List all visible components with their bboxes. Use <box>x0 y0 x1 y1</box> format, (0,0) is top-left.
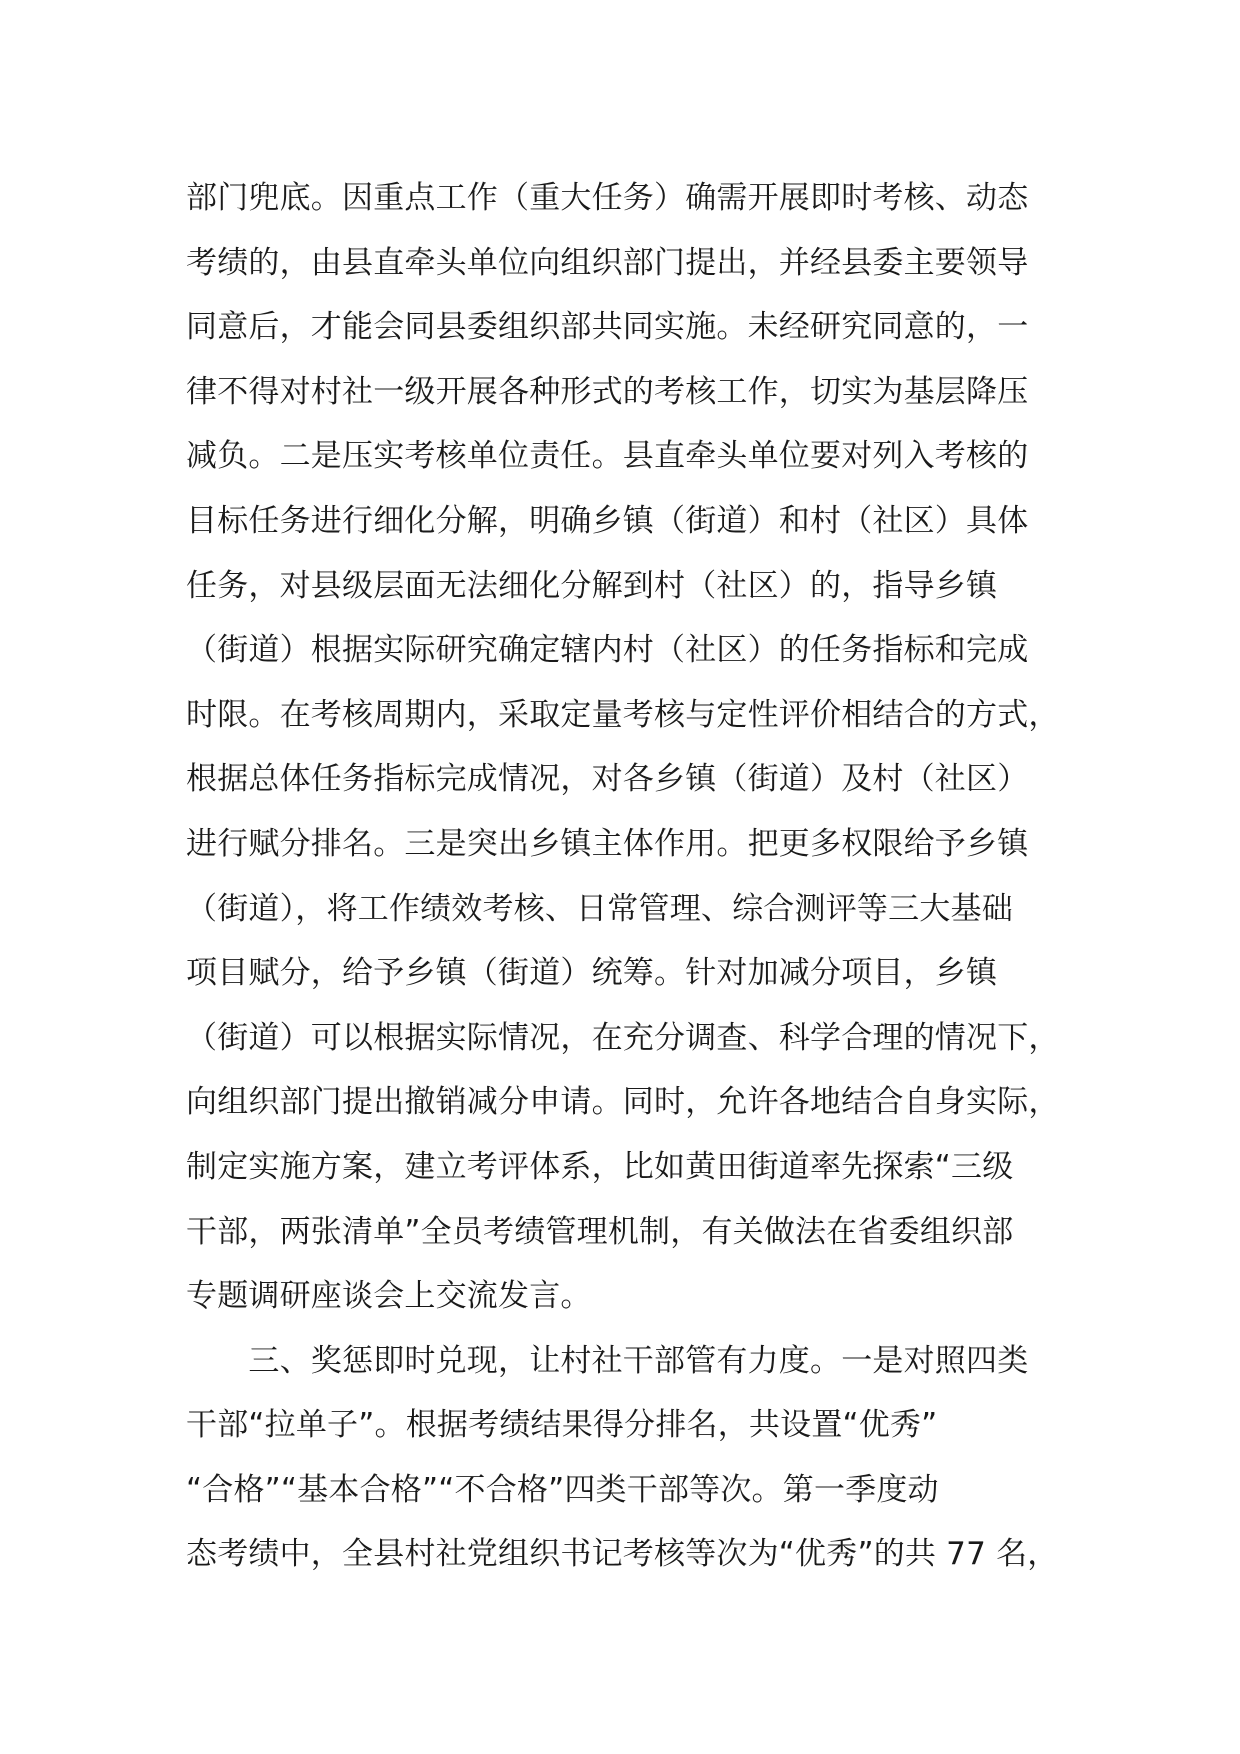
text-line: 项目赋分，给予乡镇（街道）统筹。针对加减分项目，乡镇 <box>186 955 998 992</box>
text-line: 任务，对县级层面无法细化分解到村（社区）的，指导乡镇 <box>186 567 998 604</box>
text-line: 目标任务进行细化分解，明确乡镇（街道）和村（社区）具体 <box>186 502 1029 539</box>
text-line: 减负。二是压实考核单位责任。县直牵头单位要对列入考核的 <box>186 438 1029 475</box>
text-line: 专题调研座谈会上交流发言。 <box>186 1278 592 1315</box>
text-line: 干部，两张清单”全员考绩管理机制，有关做法在省委组织部 <box>186 1213 1014 1250</box>
text-line: （街道），将工作绩效考核、日常管理、综合测评等三大基础 <box>186 890 1013 927</box>
text-line: 考绩的，由县直牵头单位向组织部门提出，并经县委主要领导 <box>186 244 1029 281</box>
text-line: 根据总体任务指标完成情况，对各乡镇（街道）及村（社区） <box>186 761 1029 798</box>
text-line: 态考绩中，全县村社党组织书记考核等次为“优秀”的共 77 名， <box>186 1536 1059 1573</box>
text-line: 制定实施方案，建立考评体系，比如黄田街道率先探索“三级 <box>186 1148 1014 1185</box>
section-heading-line: 三、奖惩即时兑现，让村社干部管有力度。一是对照四类 <box>186 1342 1029 1379</box>
text-line: 时限。在考核周期内，采取定量考核与定性评价相结合的方式， <box>186 696 1060 733</box>
text-line: 同意后，才能会同县委组织部共同实施。未经研究同意的，一 <box>186 309 1029 346</box>
text-line: 进行赋分排名。三是突出乡镇主体作用。把更多权限给予乡镇 <box>186 825 1029 862</box>
text-line: 向组织部门提出撤销减分申请。同时，允许各地结合自身实际， <box>186 1084 1060 1121</box>
text-line: 部门兜底。因重点工作（重大任务）确需开展即时考核、动态 <box>186 180 1029 216</box>
text-line: （街道）可以根据实际情况，在充分调查、科学合理的情况下， <box>186 1019 1060 1056</box>
text-line: （街道）根据实际研究确定辖内村（社区）的任务指标和完成 <box>186 632 1029 669</box>
body-text <box>186 166 1086 1587</box>
text-line: 干部“拉单子”。根据考绩结果得分排名，共设置“优秀” <box>186 1407 938 1444</box>
text-line: 律不得对村社一级开展各种形式的考核工作，切实为基层降压 <box>186 373 1029 410</box>
text-line: “合格”“基本合格”“不合格”四类干部等次。第一季度动 <box>186 1471 939 1508</box>
